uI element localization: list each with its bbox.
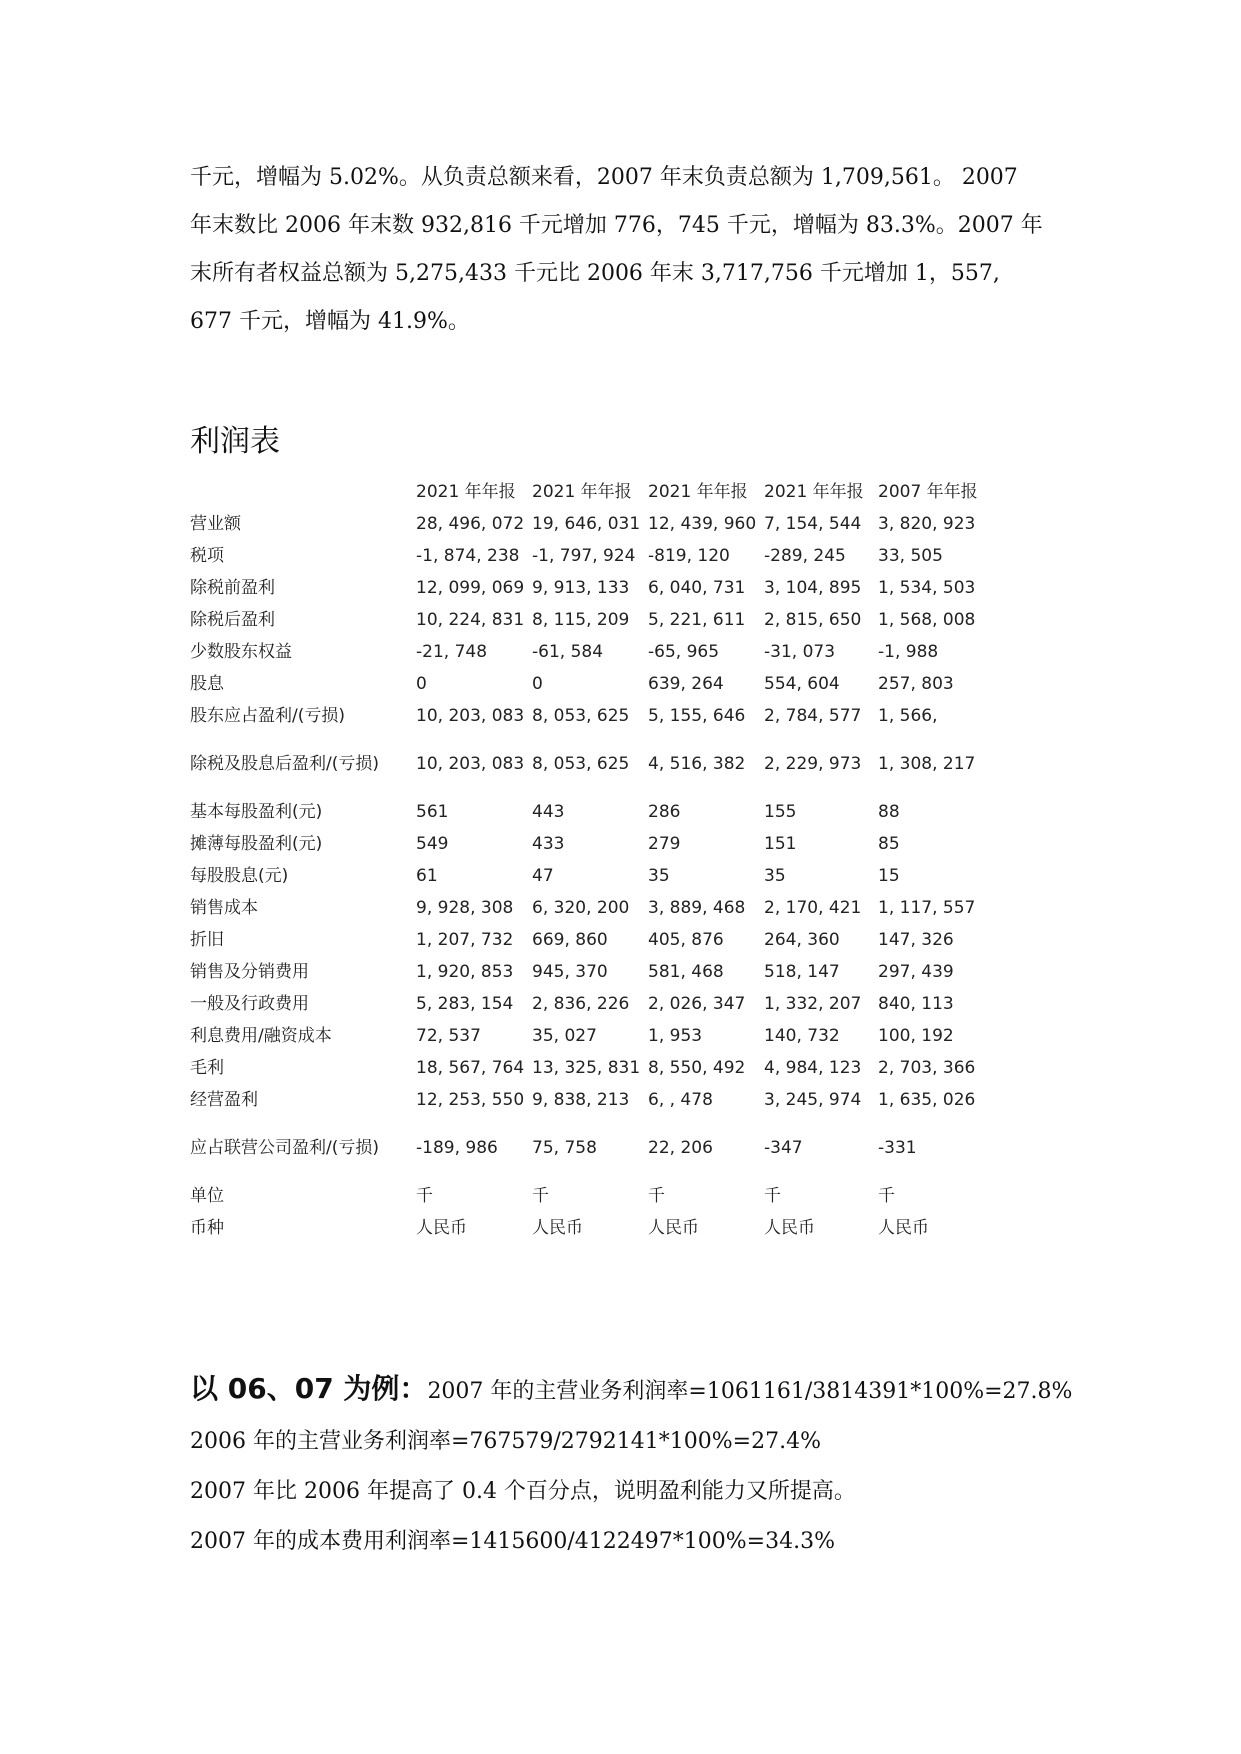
analysis-section	[190, 1364, 1090, 1567]
value-cell: 19, 646, 031	[532, 514, 641, 534]
value-cell: 75, 758	[532, 1138, 597, 1158]
value-cell: 8, 053, 625	[532, 706, 630, 726]
value-cell: 554, 604	[764, 674, 840, 694]
value-cell: 千	[878, 1186, 895, 1206]
value-cell: 12, 253, 550	[416, 1090, 525, 1110]
value-cell: -289, 245	[764, 546, 846, 566]
table-row	[190, 700, 978, 732]
table-row	[190, 1212, 978, 1244]
row-label-cell: 单位	[190, 1186, 224, 1206]
value-cell: 518, 147	[764, 962, 840, 982]
table-row	[190, 828, 978, 860]
value-cell: 5, 283, 154	[416, 994, 514, 1014]
value-cell: 22, 206	[648, 1138, 713, 1158]
row-label-cell: 税项	[190, 546, 224, 566]
row-label-cell: 摊薄每股盈利(元)	[190, 834, 323, 854]
table-row	[190, 1084, 978, 1116]
value-cell: 35	[764, 866, 786, 886]
table-row	[190, 860, 978, 892]
header-cell-label	[190, 476, 416, 508]
value-cell: 人民币	[416, 1218, 467, 1238]
value-cell: 15	[878, 866, 900, 886]
value-cell: 1, 207, 732	[416, 930, 514, 950]
value-cell: 264, 360	[764, 930, 840, 950]
value-cell: 279	[648, 834, 681, 854]
analysis-lead: 以 06、07 为例：	[190, 1372, 428, 1405]
header-row	[190, 476, 978, 508]
value-cell: 12, 099, 069	[416, 578, 525, 598]
value-cell: 3, 889, 468	[648, 898, 746, 918]
value-cell: 1, 953	[648, 1026, 703, 1046]
value-cell: -65, 965	[648, 642, 720, 662]
value-cell: 4, 516, 382	[648, 754, 746, 774]
table-row	[190, 604, 978, 636]
value-cell: 9, 928, 308	[416, 898, 514, 918]
row-label-cell: 股息	[190, 674, 224, 694]
analysis-line	[190, 1364, 1090, 1417]
row-label-cell: 利息费用/融资成本	[190, 1026, 332, 1046]
value-cell: 千	[648, 1186, 665, 1206]
value-cell: 1, 332, 207	[764, 994, 862, 1014]
value-cell: 28, 496, 072	[416, 514, 525, 534]
value-cell: 人民币	[878, 1218, 929, 1238]
value-cell: 9, 838, 213	[532, 1090, 630, 1110]
income-statement-title: 利润表	[190, 424, 280, 459]
value-cell: 100, 192	[878, 1026, 954, 1046]
value-cell: 2, 229, 973	[764, 754, 862, 774]
value-cell: 2, 784, 577	[764, 706, 862, 726]
row-label-cell: 销售成本	[190, 898, 258, 918]
value-cell: 10, 224, 831	[416, 610, 525, 630]
value-cell: 840, 113	[878, 994, 954, 1014]
value-cell: 6, , 478	[648, 1090, 713, 1110]
row-label-cell: 应占联营公司盈利/(亏损)	[190, 1138, 379, 1158]
value-cell: 13, 325, 831	[532, 1058, 641, 1078]
intro-line: 末所有者权益总额为 5,275,433 千元比 2006 年末 3,717,756 千元增加 1，557,	[190, 261, 1000, 286]
value-cell: 1, 308, 217	[878, 754, 976, 774]
value-cell: 千	[532, 1186, 549, 1206]
row-label-cell: 营业额	[190, 514, 241, 534]
value-cell: 85	[878, 834, 900, 854]
value-cell: 人民币	[532, 1218, 583, 1238]
table-row	[190, 1180, 978, 1212]
value-cell: 1, 534, 503	[878, 578, 976, 598]
value-cell: -1, 988	[878, 642, 939, 662]
value-cell: 140, 732	[764, 1026, 840, 1046]
value-cell: 443	[532, 802, 565, 822]
row-label-cell: 除税前盈利	[190, 578, 275, 598]
value-cell: -347	[764, 1138, 803, 1158]
value-cell: 8, 053, 625	[532, 754, 630, 774]
value-cell: 3, 820, 923	[878, 514, 976, 534]
value-cell: 1, 566,	[878, 706, 938, 726]
table-row	[190, 1052, 978, 1084]
row-label-cell: 币种	[190, 1218, 224, 1238]
value-cell: 33, 505	[878, 546, 943, 566]
value-cell: 2, 836, 226	[532, 994, 630, 1014]
value-cell: 155	[764, 802, 797, 822]
value-cell: 2, 703, 366	[878, 1058, 976, 1078]
table-row	[190, 636, 978, 668]
value-cell: -189, 986	[416, 1138, 498, 1158]
value-cell: 151	[764, 834, 797, 854]
value-cell: 669, 860	[532, 930, 608, 950]
value-cell: 257, 803	[878, 674, 954, 694]
value-cell: 2, 026, 347	[648, 994, 746, 1014]
value-cell: 8, 550, 492	[648, 1058, 746, 1078]
value-cell: 1, 568, 008	[878, 610, 976, 630]
value-cell: 35, 027	[532, 1026, 597, 1046]
value-cell: 12, 439, 960	[648, 514, 757, 534]
value-cell: 561	[416, 802, 449, 822]
row-label-cell: 每股股息(元)	[190, 866, 289, 886]
table-row	[190, 732, 978, 796]
value-cell: -1, 797, 924	[532, 546, 636, 566]
value-cell: -21, 748	[416, 642, 488, 662]
value-cell: 6, 040, 731	[648, 578, 746, 598]
value-cell: 10, 203, 083	[416, 706, 525, 726]
intro-line: 千元，增幅为 5.02%。从负责总额来看，2007 年末负责总额为 1,709,561。 2007	[190, 165, 1018, 190]
analysis-text: 2007 年的主营业务利润率=1061161/3814391*100%=27.8%	[427, 1379, 1073, 1404]
value-cell: 581, 468	[648, 962, 724, 982]
value-cell: 9, 913, 133	[532, 578, 630, 598]
row-label-cell: 销售及分销费用	[190, 962, 309, 982]
value-cell: 945, 370	[532, 962, 608, 982]
value-cell: 1, 117, 557	[878, 898, 976, 918]
row-label-cell: 毛利	[190, 1058, 224, 1078]
table-header	[190, 476, 978, 508]
table-row	[190, 540, 978, 572]
value-cell: 2, 170, 421	[764, 898, 862, 918]
table-row	[190, 988, 978, 1020]
value-cell: 2, 815, 650	[764, 610, 862, 630]
row-label-cell: 经营盈利	[190, 1090, 258, 1110]
value-cell: 639, 264	[648, 674, 724, 694]
table-row	[190, 1116, 978, 1180]
row-label-cell: 除税及股息后盈利/(亏损)	[190, 754, 379, 774]
row-label-cell: 股东应占盈利/(亏损)	[190, 706, 345, 726]
income-statement-table	[190, 476, 978, 1244]
table-row	[190, 924, 978, 956]
value-cell: 3, 104, 895	[764, 578, 862, 598]
value-cell: 35	[648, 866, 670, 886]
table-row	[190, 1020, 978, 1052]
value-cell: 10, 203, 083	[416, 754, 525, 774]
value-cell: -31, 073	[764, 642, 836, 662]
value-cell: 8, 115, 209	[532, 610, 630, 630]
value-cell: -331	[878, 1138, 917, 1158]
table-body	[190, 508, 978, 1244]
intro-line: 年末数比 2006 年末数 932,816 千元增加 776，745 千元，增幅为 83.3%。2007 年	[190, 213, 1043, 238]
value-cell: 人民币	[648, 1218, 699, 1238]
row-label-cell: 基本每股盈利(元)	[190, 802, 323, 822]
value-cell: 千	[764, 1186, 781, 1206]
header-cell-period: 2021 年年报	[648, 482, 748, 502]
value-cell: 286	[648, 802, 681, 822]
header-cell-period: 2021 年年报	[532, 482, 632, 502]
value-cell: 297, 439	[878, 962, 954, 982]
value-cell: 1, 920, 853	[416, 962, 514, 982]
table-row	[190, 796, 978, 828]
header-cell-period: 2007 年年报	[878, 482, 978, 502]
value-cell: 61	[416, 866, 438, 886]
table-row	[190, 572, 978, 604]
value-cell: 千	[416, 1186, 433, 1206]
intro-line: 677 千元，增幅为 41.9%。	[190, 309, 470, 334]
value-cell: 47	[532, 866, 554, 886]
intro-paragraph	[190, 154, 1070, 346]
value-cell: -1, 874, 238	[416, 546, 520, 566]
table-row	[190, 508, 978, 540]
row-label-cell: 折旧	[190, 930, 224, 950]
analysis-line: 2006 年的主营业务利润率=767579/2792141*100%=27.4%	[190, 1429, 822, 1454]
table-row	[190, 956, 978, 988]
value-cell: 0	[532, 674, 543, 694]
value-cell: 405, 876	[648, 930, 724, 950]
value-cell: 0	[416, 674, 427, 694]
value-cell: 88	[878, 802, 900, 822]
row-label-cell: 除税后盈利	[190, 610, 275, 630]
row-label-cell: 一般及行政费用	[190, 994, 309, 1014]
value-cell: 549	[416, 834, 449, 854]
value-cell: 72, 537	[416, 1026, 481, 1046]
value-cell: -819, 120	[648, 546, 730, 566]
value-cell: 6, 320, 200	[532, 898, 630, 918]
value-cell: 3, 245, 974	[764, 1090, 862, 1110]
value-cell: 147, 326	[878, 930, 954, 950]
header-cell-period: 2021 年年报	[416, 482, 516, 502]
value-cell: 人民币	[764, 1218, 815, 1238]
value-cell: 433	[532, 834, 565, 854]
value-cell: 5, 221, 611	[648, 610, 746, 630]
value-cell: -61, 584	[532, 642, 604, 662]
value-cell: 5, 155, 646	[648, 706, 746, 726]
table-row	[190, 892, 978, 924]
table-row	[190, 668, 978, 700]
analysis-line: 2007 年的成本费用利润率=1415600/4122497*100%=34.3%	[190, 1529, 836, 1554]
value-cell: 4, 984, 123	[764, 1058, 862, 1078]
value-cell: 7, 154, 544	[764, 514, 862, 534]
analysis-line: 2007 年比 2006 年提高了 0.4 个百分点，说明盈利能力又所提高。	[190, 1479, 856, 1504]
row-label-cell: 少数股东权益	[190, 642, 292, 662]
value-cell: 18, 567, 764	[416, 1058, 525, 1078]
header-cell-period: 2021 年年报	[764, 482, 864, 502]
value-cell: 1, 635, 026	[878, 1090, 976, 1110]
